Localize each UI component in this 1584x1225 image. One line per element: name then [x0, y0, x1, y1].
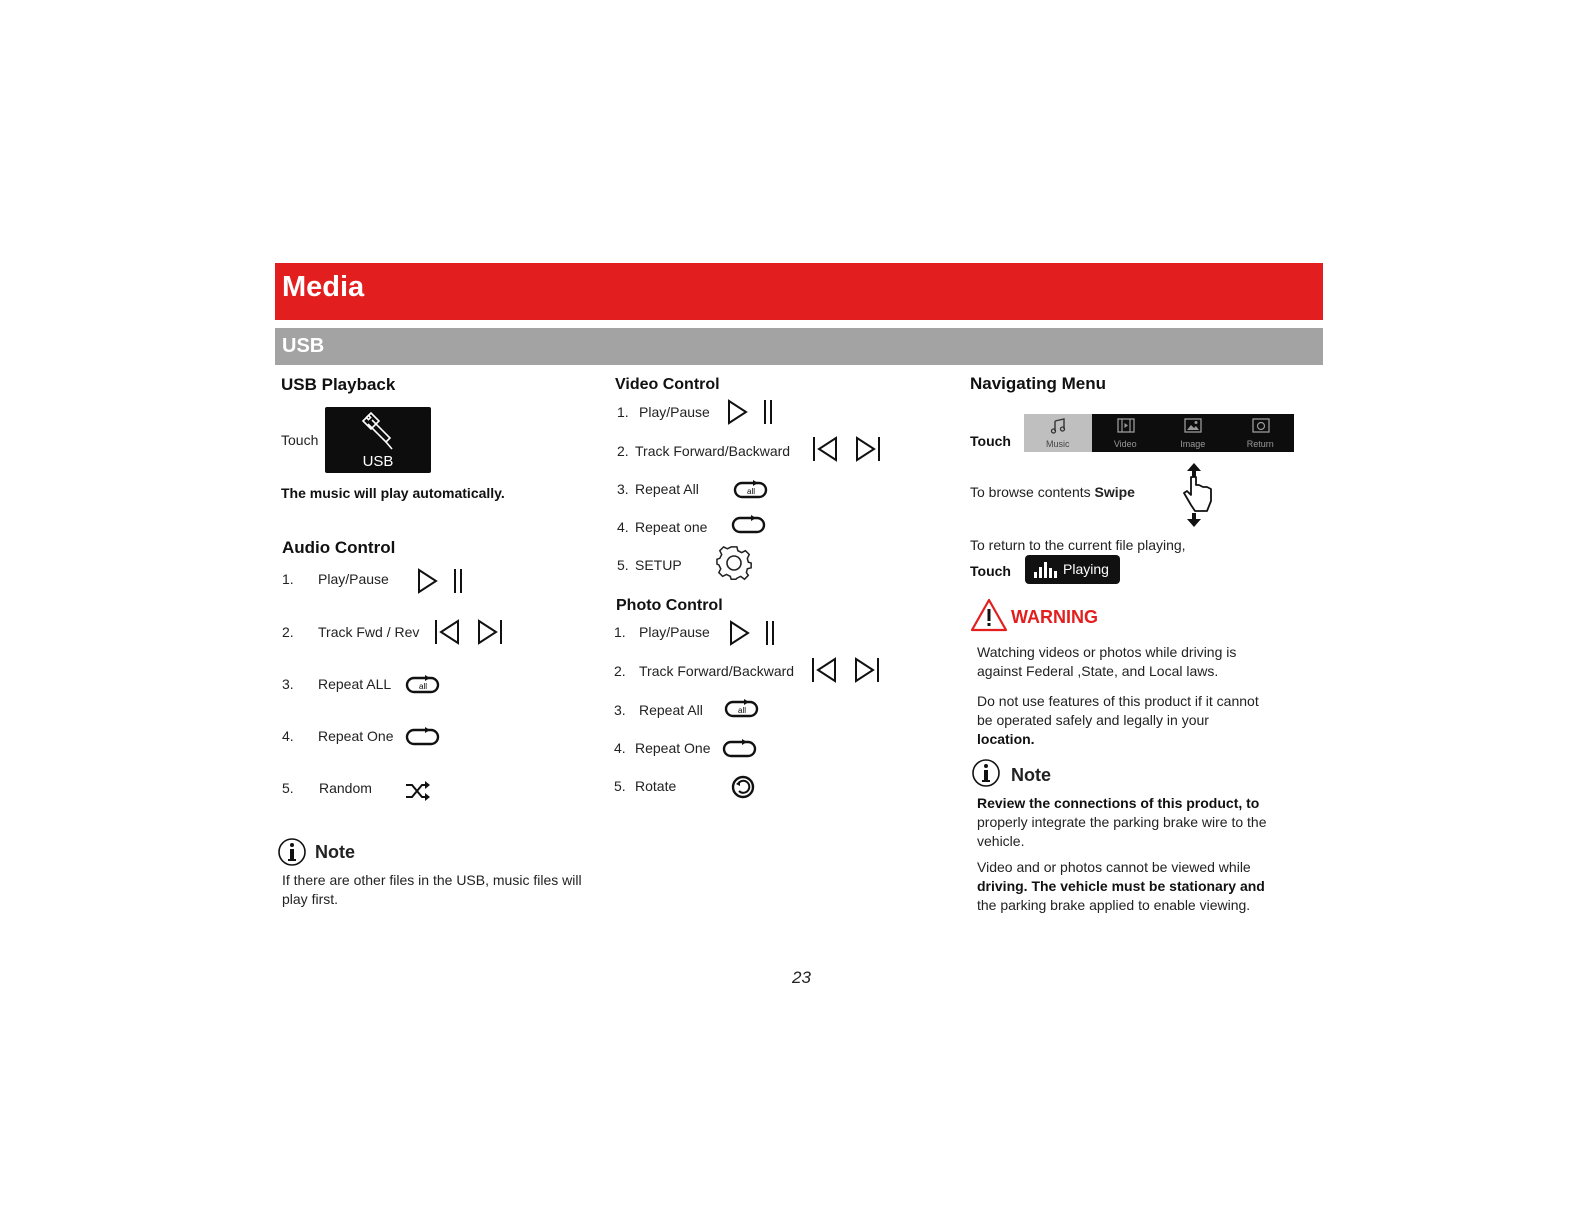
nav-note-para-2: [977, 858, 1265, 915]
audio-item-1-label: Play/Pause: [318, 571, 389, 587]
browse-text: To browse contents: [970, 484, 1091, 500]
swipe-hand-icon: [1179, 463, 1219, 527]
video-item-3-num: 3.: [617, 481, 629, 497]
playing-label: Playing: [1063, 561, 1109, 577]
usb-auto-text: The music will play automatically.: [281, 485, 505, 501]
photo-item-2-num: 2.: [614, 663, 626, 679]
menu-item-music-label: Music: [1045, 439, 1070, 449]
video-item-4-label: Repeat one: [635, 519, 708, 535]
video-item-2-label: Track Forward/Backward: [635, 443, 791, 459]
play-pause-icon: [727, 399, 777, 425]
repeat-one-icon: [731, 515, 767, 535]
menu-item-return-label: Return: [1246, 439, 1274, 449]
usb-playback-heading: USB Playback: [281, 375, 396, 394]
video-item-2-num: 2.: [617, 443, 629, 459]
menu-item-return[interactable]: [1227, 414, 1295, 452]
audio-control-heading: Audio Control: [282, 538, 396, 557]
equalizer-icon: [1034, 562, 1058, 578]
media-menu-bar: [1024, 414, 1294, 452]
nav-note-para-2-line-2: driving. The vehicle must be stationary and: [977, 878, 1265, 894]
photo-item-5-label: Rotate: [635, 778, 677, 794]
nav-touch-label: Touch: [970, 433, 1011, 449]
play-pause-icon: [729, 620, 779, 646]
section-bar: [275, 328, 1323, 365]
video-item-1-label: Play/Pause: [639, 404, 710, 420]
playing-button[interactable]: [1025, 555, 1120, 584]
svg-text:all: all: [747, 487, 756, 496]
video-item-1-num: 1.: [617, 404, 629, 420]
section-title: USB: [282, 335, 325, 357]
audio-item-3-label: Repeat ALL: [318, 676, 392, 692]
photo-control-heading: Photo Control: [616, 597, 723, 614]
nav-touch-label-2: Touch: [970, 563, 1011, 579]
repeat-all-icon: [724, 699, 760, 719]
audio-item-5-num: 5.: [282, 780, 294, 796]
photo-item-1-num: 1.: [614, 624, 626, 640]
usb-button[interactable]: [325, 407, 431, 473]
repeat-one-icon: [405, 727, 441, 747]
video-control-heading: Video Control: [615, 376, 720, 393]
return-text: To return to the current file playing,: [970, 537, 1186, 553]
menu-item-image[interactable]: [1159, 414, 1227, 452]
warning-triangle-icon: [970, 598, 1008, 632]
browse-bold: Swipe: [1094, 484, 1135, 500]
play-pause-icon: [417, 568, 467, 594]
warning-para-2-line-2: be operated safely and legally in your: [977, 712, 1209, 728]
gear-icon: [716, 545, 752, 581]
audio-item-2-label: Track Fwd / Rev: [318, 624, 420, 640]
usb-touch-label: Touch: [281, 432, 319, 448]
rotate-icon: [731, 775, 755, 799]
svg-text:all: all: [738, 706, 747, 715]
audio-item-4-num: 4.: [282, 728, 294, 744]
page-number: 23: [792, 968, 811, 987]
repeat-all-icon: [733, 480, 769, 500]
photo-item-1-label: Play/Pause: [639, 624, 710, 640]
usb-note-text: If there are other files in the USB, music files will play first.: [282, 872, 582, 907]
menu-item-music[interactable]: [1024, 414, 1092, 452]
info-icon: [971, 758, 1001, 788]
photo-item-4-num: 4.: [614, 740, 626, 756]
shuffle-icon: [405, 780, 431, 802]
title-bar: [275, 263, 1323, 320]
info-icon: [277, 837, 307, 867]
audio-item-2-num: 2.: [282, 624, 294, 640]
navigating-menu-heading: Navigating Menu: [970, 374, 1107, 393]
nav-note-para-1: [977, 794, 1287, 851]
warning-para-2-line-1: Do not use features of this product if it cannot: [977, 693, 1259, 709]
track-prev-next-icon: [434, 619, 506, 645]
menu-item-image-label: Image: [1180, 439, 1206, 449]
nav-note-para-1-rest: properly integrate the parking brake wire to the vehicle.: [977, 814, 1267, 849]
usb-plug-icon: [357, 411, 397, 453]
svg-text:all: all: [419, 682, 428, 691]
warning-para-1: Watching videos or photos while driving is against Federal ,State, and Local laws.: [977, 644, 1237, 679]
audio-item-4-label: Repeat One: [318, 728, 394, 744]
warning-heading: WARNING: [1011, 607, 1098, 627]
photo-item-3-num: 3.: [614, 702, 626, 718]
usb-button-label: USB: [362, 453, 394, 470]
page-title: Media: [282, 271, 365, 303]
menu-item-video-label: Video: [1113, 439, 1137, 449]
warning-para-2: [977, 692, 1259, 749]
nav-note-heading: Note: [1011, 765, 1051, 785]
video-item-3-label: Repeat All: [635, 481, 699, 497]
usb-note-heading: Note: [315, 842, 355, 862]
nav-note-para-2-line-1: Video and or photos cannot be viewed while: [977, 859, 1251, 875]
menu-item-video[interactable]: [1092, 414, 1160, 452]
warning-para-2-line-3: location.: [977, 731, 1035, 747]
photo-item-2-label: Track Forward/Backward: [639, 663, 795, 679]
browse-line: [970, 484, 1135, 500]
nav-note-para-2-line-3: the parking brake applied to enable viewing.: [977, 897, 1251, 913]
track-prev-next-icon: [812, 436, 884, 462]
audio-item-5-label: Random: [319, 780, 372, 796]
photo-item-5-num: 5.: [614, 778, 626, 794]
nav-note-para-1-bold: Review the connections of this product, to: [977, 795, 1260, 811]
photo-item-3-label: Repeat All: [639, 702, 703, 718]
video-item-5-label: SETUP: [635, 557, 682, 573]
track-prev-next-icon: [811, 657, 883, 683]
video-item-5-num: 5.: [617, 557, 629, 573]
return-icon: [1252, 418, 1270, 433]
image-icon: [1184, 418, 1202, 433]
film-icon: [1117, 418, 1135, 433]
repeat-all-icon: [405, 675, 441, 695]
audio-item-3-num: 3.: [282, 676, 294, 692]
video-item-4-num: 4.: [617, 519, 629, 535]
repeat-one-icon: [722, 739, 758, 759]
audio-item-1-num: 1.: [282, 571, 294, 587]
photo-item-4-label: Repeat One: [635, 740, 711, 756]
music-note-icon: [1050, 418, 1066, 434]
